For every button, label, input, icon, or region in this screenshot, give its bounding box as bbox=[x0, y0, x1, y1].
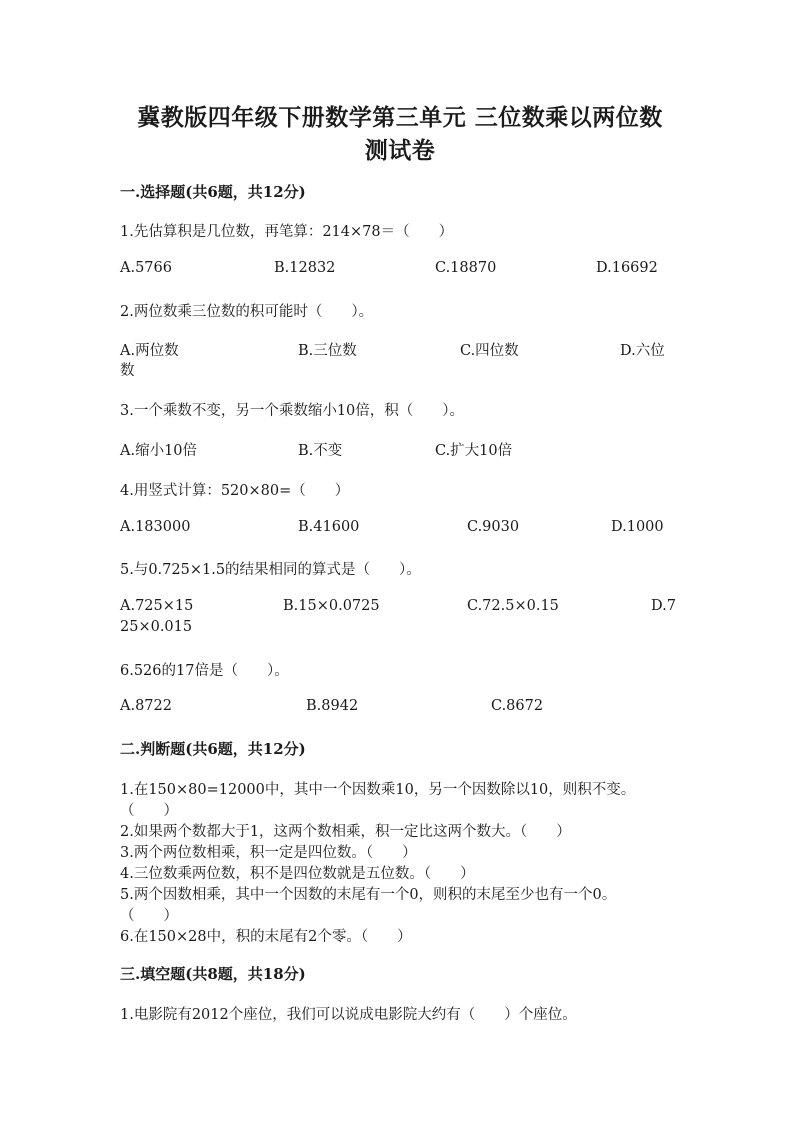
section-heading-judge: 二.判断题(共6题，共12分) bbox=[120, 740, 306, 758]
exam-title-line1: 冀教版四年级下册数学第三单元 三位数乘以两位数 bbox=[137, 104, 663, 131]
choice-5-option-wrap: 25×0.015 bbox=[120, 619, 193, 635]
choice-3-option-c: C.扩大10倍 bbox=[435, 443, 513, 459]
choice-6-option-b: B.8942 bbox=[306, 698, 359, 714]
judge-line-5: 4.三位数乘两位数，积不是四位数就是五位数。（ ） bbox=[120, 866, 475, 882]
choice-4-option-b: B.41600 bbox=[298, 519, 360, 535]
choice-5-option-c: C.72.5×0.15 bbox=[467, 598, 559, 614]
choice-question-3: 3.一个乘数不变，另一个乘数缩小10倍，积（ ）。 bbox=[120, 403, 465, 419]
exam-title-line2: 测试卷 bbox=[364, 137, 436, 164]
choice-question-1: 1.先估算积是几位数，再笔算：214×78＝（ ） bbox=[120, 224, 454, 240]
choice-1-option-a: A.5766 bbox=[120, 260, 172, 276]
choice-question-5: 5.与0.725×1.5的结果相同的算式是（ ）。 bbox=[120, 562, 421, 578]
judge-line-7: （ ） bbox=[120, 908, 178, 924]
choice-2-option-a: A.两位数 bbox=[120, 343, 179, 359]
choice-question-2: 2.两位数乘三位数的积可能时（ ）。 bbox=[120, 304, 374, 320]
choice-6-option-c: C.8672 bbox=[491, 698, 544, 714]
judge-line-8: 6.在150×28中，积的末尾有2个零。（ ） bbox=[120, 929, 412, 945]
choice-5-option-d: D.7 bbox=[651, 598, 676, 614]
choice-1-option-c: C.18870 bbox=[435, 260, 497, 276]
choice-4-option-a: A.183000 bbox=[120, 519, 191, 535]
choice-2-option-b: B.三位数 bbox=[298, 343, 357, 359]
choice-question-6: 6.526的17倍是（ ）。 bbox=[120, 663, 289, 679]
choice-5-option-a: A.725×15 bbox=[120, 598, 194, 614]
judge-line-4: 3.两个两位数相乘，积一定是四位数。（ ） bbox=[120, 845, 417, 861]
choice-6-option-a: A.8722 bbox=[120, 698, 172, 714]
judge-line-3: 2.如果两个数都大于1，这两个数相乘，积一定比这两个数大。（ ） bbox=[120, 824, 571, 840]
choice-2-option-d: D.六位 bbox=[620, 343, 665, 359]
section-heading-choice: 一.选择题(共6题，共12分) bbox=[120, 183, 306, 201]
section-heading-fill: 三.填空题(共8题，共18分) bbox=[120, 965, 306, 983]
choice-1-option-b: B.12832 bbox=[274, 260, 336, 276]
choice-question-4: 4.用竖式计算：520×80=（ ） bbox=[120, 483, 350, 499]
fill-question-1: 1.电影院有2012个座位，我们可以说成电影院大约有（ ）个座位。 bbox=[120, 1007, 577, 1023]
choice-4-option-c: C.9030 bbox=[467, 519, 520, 535]
choice-3-option-a: A.缩小10倍 bbox=[120, 443, 198, 459]
choice-4-option-d: D.1000 bbox=[611, 519, 664, 535]
choice-2-option-c: C.四位数 bbox=[460, 343, 519, 359]
choice-1-option-d: D.16692 bbox=[596, 260, 658, 276]
judge-line-2: （ ） bbox=[120, 803, 178, 819]
choice-3-option-b: B.不变 bbox=[298, 443, 343, 459]
judge-line-6: 5.两个因数相乘，其中一个因数的末尾有一个0，则积的末尾至少也有一个0。 bbox=[120, 887, 617, 903]
judge-line-1: 1.在150×80=12000中，其中一个因数乘10，另一个因数除以10，则积不变。 bbox=[120, 782, 636, 798]
choice-5-option-b: B.15×0.0725 bbox=[283, 598, 380, 614]
choice-2-option-wrap: 数 bbox=[120, 363, 135, 379]
